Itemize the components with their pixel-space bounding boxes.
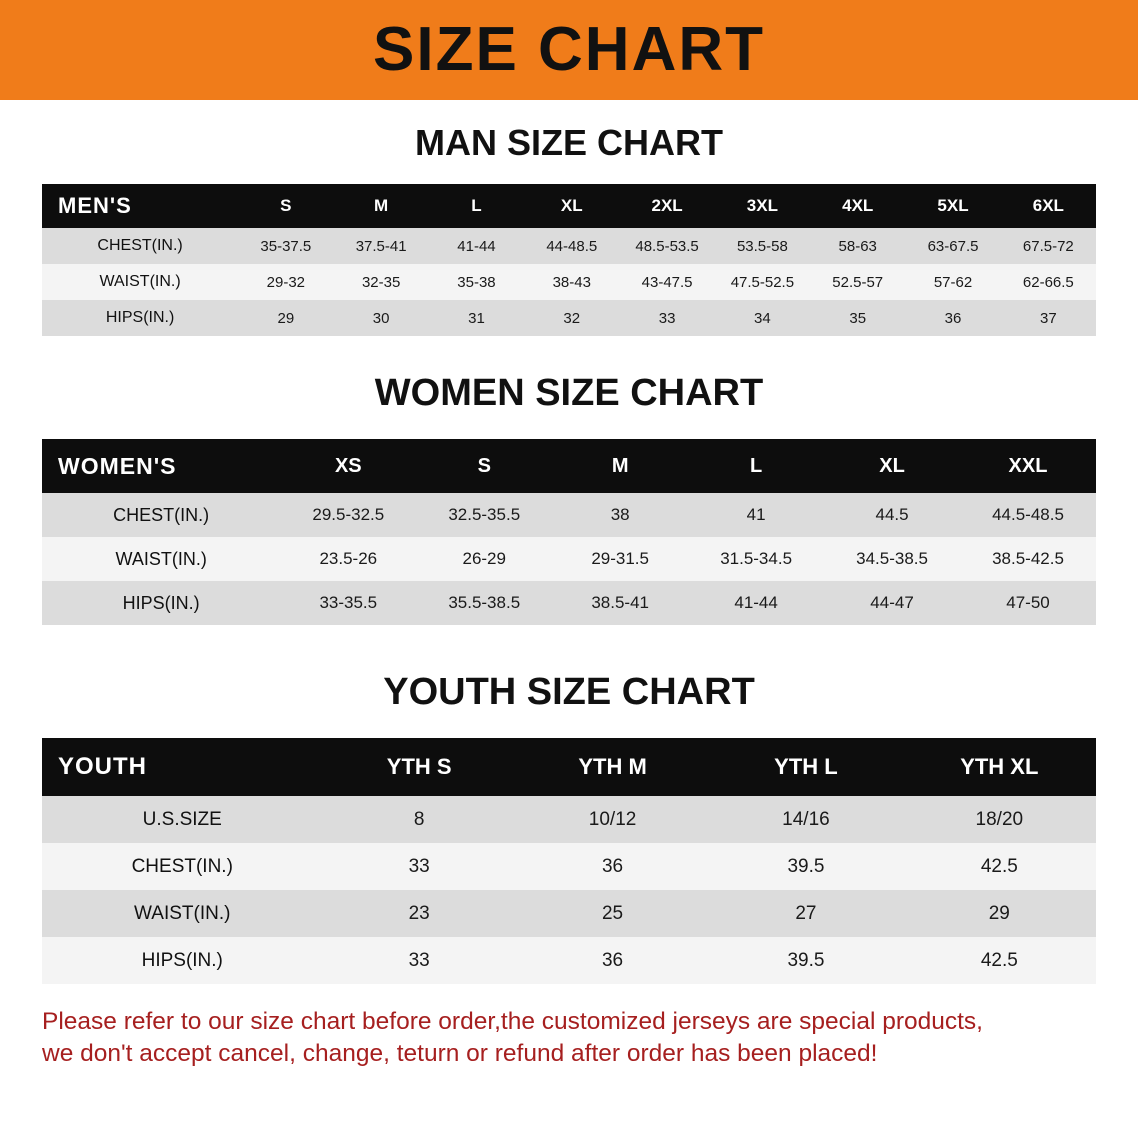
man-row-1-cell-4: 43-47.5 <box>641 273 693 291</box>
youth-row-2-cell-2: 27 <box>795 902 817 924</box>
women-row-2-label: HIPS(IN.) <box>122 592 200 613</box>
women-section-title: WOMEN SIZE CHART <box>374 372 764 414</box>
table-row <box>42 300 1096 336</box>
women-row-0-cell-0: 29.5-32.5 <box>312 505 385 524</box>
women-row-1-cell-2: 29-31.5 <box>591 549 649 568</box>
youth-table-wrapper <box>0 738 1138 984</box>
youth-row-0-cell-3: 18/20 <box>975 808 1024 830</box>
youth-row-1-cell-3: 42.5 <box>980 855 1018 877</box>
man-table-body <box>42 228 1096 336</box>
man-row-0-label: CHEST(IN.) <box>97 237 183 254</box>
man-row-2-cell-3: 32 <box>563 309 581 327</box>
youth-row-3-cell-0: 33 <box>408 949 430 971</box>
women-row-0-cell-2: 38 <box>610 505 630 524</box>
youth-row-0-cell-1: 10/12 <box>588 808 637 830</box>
youth-section-title: YOUTH SIZE CHART <box>383 671 755 713</box>
youth-header-cell-4: YTH XL <box>960 754 1039 779</box>
man-row-1-cell-2: 35-38 <box>457 273 496 291</box>
man-row-2-cell-7: 36 <box>944 309 962 327</box>
women-size-table <box>42 439 1096 625</box>
table-header-row <box>42 184 1096 228</box>
man-row-2-cell-6: 35 <box>849 309 867 327</box>
table-row <box>42 228 1096 264</box>
man-row-0-cell-3: 44-48.5 <box>546 237 598 255</box>
man-row-1-cell-6: 52.5-57 <box>832 273 884 291</box>
youth-row-3-cell-2: 39.5 <box>787 949 825 971</box>
women-header-cell-4: L <box>750 454 763 477</box>
man-header-cell-0: MEN'S <box>58 193 132 218</box>
table-header-row <box>42 439 1096 493</box>
man-header-cell-7: 4XL <box>842 196 874 215</box>
youth-row-1-cell-2: 39.5 <box>787 855 825 877</box>
man-section-title: MAN SIZE CHART <box>415 122 723 163</box>
man-header-cell-3: L <box>471 196 482 215</box>
size-chart-banner <box>0 0 1138 100</box>
youth-header-cell-1: YTH S <box>386 754 452 779</box>
man-header-cell-9: 6XL <box>1032 196 1064 215</box>
man-row-2-label: HIPS(IN.) <box>105 309 175 326</box>
youth-header-cell-3: YTH L <box>774 754 838 779</box>
man-header-cell-8: 5XL <box>937 196 969 215</box>
women-row-2-cell-1: 35.5-38.5 <box>448 593 521 612</box>
table-row <box>42 581 1096 625</box>
man-header-cell-4: XL <box>560 196 583 215</box>
women-table-body <box>42 493 1096 625</box>
youth-row-0-cell-2: 14/16 <box>782 808 830 830</box>
youth-header-cell-2: YTH M <box>578 754 647 779</box>
youth-row-3-cell-3: 42.5 <box>980 949 1018 971</box>
youth-size-table <box>42 738 1096 984</box>
women-table-head <box>42 439 1096 493</box>
women-row-0-cell-4: 44.5 <box>875 505 909 524</box>
man-row-2-cell-2: 31 <box>468 309 485 327</box>
women-header-cell-2: S <box>477 454 491 477</box>
women-row-1-cell-0: 23.5-26 <box>319 549 378 568</box>
table-row <box>42 264 1096 300</box>
youth-row-0-label: U.S.SIZE <box>142 808 222 830</box>
women-row-1-cell-4: 34.5-38.5 <box>856 549 928 568</box>
man-row-2-cell-8: 37 <box>1039 309 1057 327</box>
man-header-cell-6: 3XL <box>746 196 778 215</box>
women-row-2-cell-3: 41-44 <box>734 593 778 612</box>
women-header-cell-5: XL <box>879 454 905 477</box>
table-header-row <box>42 738 1096 796</box>
women-header-cell-6: XXL <box>1008 454 1048 477</box>
man-row-1-label: WAIST(IN.) <box>99 273 181 290</box>
man-row-1-cell-0: 29-32 <box>266 273 306 291</box>
man-row-1-cell-3: 38-43 <box>552 273 591 291</box>
youth-row-1-cell-1: 36 <box>601 855 624 877</box>
youth-table-head <box>42 738 1096 796</box>
youth-row-1-cell-0: 33 <box>408 855 430 877</box>
table-row <box>42 796 1096 843</box>
man-row-0-cell-7: 63-67.5 <box>927 237 979 255</box>
youth-row-2-cell-0: 23 <box>408 902 430 924</box>
man-row-0-cell-4: 48.5-53.5 <box>635 237 699 255</box>
women-row-1-cell-3: 31.5-34.5 <box>720 549 793 568</box>
man-row-2-cell-5: 34 <box>754 309 771 327</box>
man-row-1-cell-8: 62-66.5 <box>1022 273 1074 291</box>
man-header-cell-5: 2XL <box>651 196 683 215</box>
man-row-2-cell-1: 30 <box>372 309 390 327</box>
youth-row-3-label: HIPS(IN.) <box>141 949 223 971</box>
women-row-2-cell-4: 44-47 <box>870 593 914 612</box>
man-header-cell-1: S <box>280 196 292 215</box>
man-row-0-cell-6: 58-63 <box>838 237 877 255</box>
women-row-0-cell-5: 44.5-48.5 <box>992 505 1064 524</box>
women-header-cell-0: WOMEN'S <box>58 452 177 479</box>
policy-note-line-2: we don't accept cancel, change, teturn or refund after order has been placed! <box>42 1040 878 1068</box>
women-header-cell-3: M <box>611 454 629 477</box>
women-row-2-cell-2: 38.5-41 <box>591 593 649 612</box>
women-row-1-label: WAIST(IN.) <box>115 548 207 569</box>
youth-row-0-cell-0: 8 <box>413 808 425 830</box>
man-table-wrapper <box>0 184 1138 336</box>
page-title: SIZE CHART <box>373 15 765 84</box>
man-row-2-cell-4: 33 <box>658 309 676 327</box>
man-row-0-cell-0: 35-37.5 <box>260 237 312 255</box>
youth-header-cell-0: YOUTH <box>58 753 147 780</box>
man-row-0-cell-1: 37.5-41 <box>355 237 407 255</box>
women-table-wrapper <box>0 439 1138 625</box>
women-row-2-cell-0: 33-35.5 <box>319 593 378 612</box>
policy-note <box>0 1006 1138 1071</box>
youth-table-body <box>42 796 1096 984</box>
table-row <box>42 843 1096 890</box>
man-size-table <box>42 184 1096 336</box>
women-row-0-label: CHEST(IN.) <box>113 504 210 525</box>
women-header-cell-1: XS <box>334 454 362 477</box>
youth-row-1-label: CHEST(IN.) <box>131 855 233 877</box>
man-row-1-cell-5: 47.5-52.5 <box>730 273 795 291</box>
man-table-head <box>42 184 1096 228</box>
man-row-0-cell-2: 41-44 <box>457 237 496 255</box>
women-row-0-cell-3: 41 <box>746 505 766 524</box>
youth-row-2-cell-3: 29 <box>988 902 1010 924</box>
table-row <box>42 537 1096 581</box>
man-row-0-cell-8: 67.5-72 <box>1022 237 1074 255</box>
man-header-cell-2: M <box>374 196 389 215</box>
man-row-1-cell-7: 57-62 <box>933 273 973 291</box>
women-row-1-cell-1: 26-29 <box>462 549 506 568</box>
table-row <box>42 493 1096 537</box>
policy-note-line-1: Please refer to our size chart before order,the customized jerseys are special products, <box>42 1008 983 1035</box>
youth-row-2-cell-1: 25 <box>601 902 624 924</box>
youth-row-2-label: WAIST(IN.) <box>134 902 231 924</box>
youth-row-3-cell-1: 36 <box>601 949 624 971</box>
man-row-1-cell-1: 32-35 <box>361 273 401 291</box>
women-row-0-cell-1: 32.5-35.5 <box>448 505 521 524</box>
man-row-0-cell-5: 53.5-58 <box>736 237 788 255</box>
table-row <box>42 890 1096 937</box>
man-row-2-cell-0: 29 <box>277 309 295 327</box>
table-row <box>42 937 1096 984</box>
women-row-2-cell-5: 47-50 <box>1006 593 1050 612</box>
women-row-1-cell-5: 38.5-42.5 <box>992 549 1064 568</box>
